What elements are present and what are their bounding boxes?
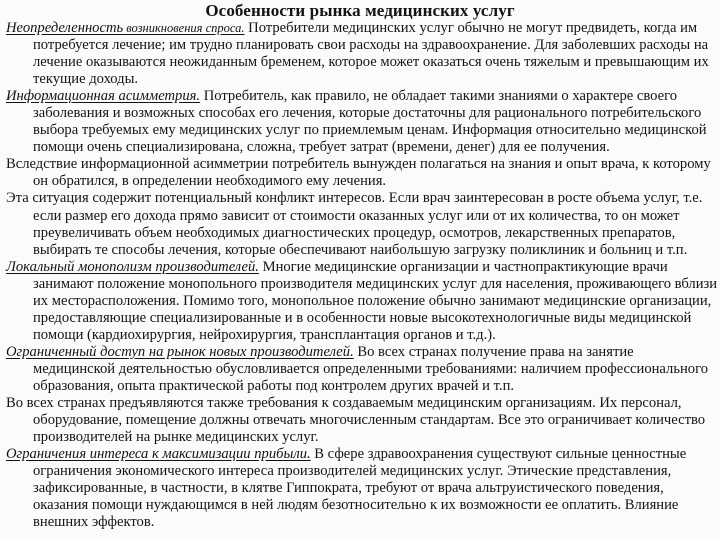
paragraph-text: Потребитель, как правило, не обладает такими знаниями о характере своего заболевания и возможных способах его лечения, которые достаточны для рационального потребительского выбора требуемых ему медицинских услуг по приемлемым ценам. Информация относительно медицинской помощи очень специализирована, сложна, требует затрат (времени, денег) для ее получения.	[33, 88, 707, 156]
term-heading-continued: возникновения спроса.	[123, 21, 245, 35]
paragraph-text: В сфере здравоохранения существуют сильные ценностные ограничения экономического интереса производителей медицинских услуг. Этические представления, зафиксированные, в частности, в клятве Гиппократа, требуют от врача альтруистического поведения, оказания помощи нуждающимся в ней людям безотносительно к их возможности ее оплатить. Влияние внешних эффектов.	[33, 446, 687, 531]
term-heading: Информационная асимметрия.	[6, 88, 201, 105]
paragraph-local-monopoly	[6, 259, 718, 344]
paragraph-text: Многие медицинские организации и частнопрактикующие врачи занимают положение монопольного производителя медицинских услуг для населения, проживающего вблизи их месторасположения. Помимо того, монопольное положение обычно занимают медицинские организации, предоставляющие специализированные и в особенности новые высокотехнологичные виды медицинской помощи (кардиохирургия, нейрохирургия, трансплантация органов и т.д.).	[33, 258, 718, 343]
term-heading: Ограничения интереса к максимизации прибыли.	[6, 446, 311, 463]
page-title: Особенности рынка медицинских услуг	[205, 1, 515, 20]
paragraph-text: Вследствие информационной асимметрии потребитель вынужден полагаться на знания и опыт врача, к которому он обратился, в определении необходимого ему лечения.	[6, 156, 711, 190]
paragraph-text: Во всех странах предъявляются также требования к создаваемым медицинским организациям. Их персонал, оборудование, помещение должны отвечать многочисленным стандартам. Все это ограничивает количество производителей на рынке медицинских услуг.	[6, 395, 706, 446]
document-body	[6, 20, 718, 531]
term-heading: Неопределенность	[6, 20, 124, 36]
paragraph-text: Эта ситуация содержит потенциальный конфликт интересов. Если врач заинтересован в росте объема услуг, т.е. если размер его дохода прямо зависит от стоимости оказанных услуг или от их количества, то он может преувеличивать объем необходимых диагностических процедур, осмотров, лекарственных препаратов, выбирать те способы лечения, которые обеспечивают наибольшую загрузку поликлиник и больниц и т.п.	[6, 190, 703, 258]
term-heading: Локальный монополизм производителей.	[6, 258, 259, 275]
paragraph-information-asymmetry	[6, 88, 718, 156]
paragraph-asymmetry-consequence	[6, 156, 718, 190]
paragraph-profit-limits	[6, 446, 718, 531]
paragraph-conflict-of-interest	[6, 190, 718, 258]
paragraph-text: Потребители медицинских услуг обычно не могут предвидеть, когда им потребуется лечение; им трудно планировать свои расходы на здравоохранение. Для заболевших расходы на лечение оказываются неожиданным бременем, которое может оказаться очень тяжелым и превышающим их текущие доходы.	[33, 20, 709, 88]
paragraph-organization-requirements	[6, 395, 718, 446]
paragraph-text: Во всех странах получение права на занятие медицинской деятельностью обусловливается определенными требованиями: наличием профессионального образования, опыта практической работы под контролем других врачей и т.п.	[33, 343, 709, 394]
term-heading: Ограниченный доступ на рынок новых производителей.	[6, 343, 354, 360]
paragraph-limited-market-access	[6, 344, 718, 395]
paragraph-demand-uncertainty	[6, 20, 718, 88]
